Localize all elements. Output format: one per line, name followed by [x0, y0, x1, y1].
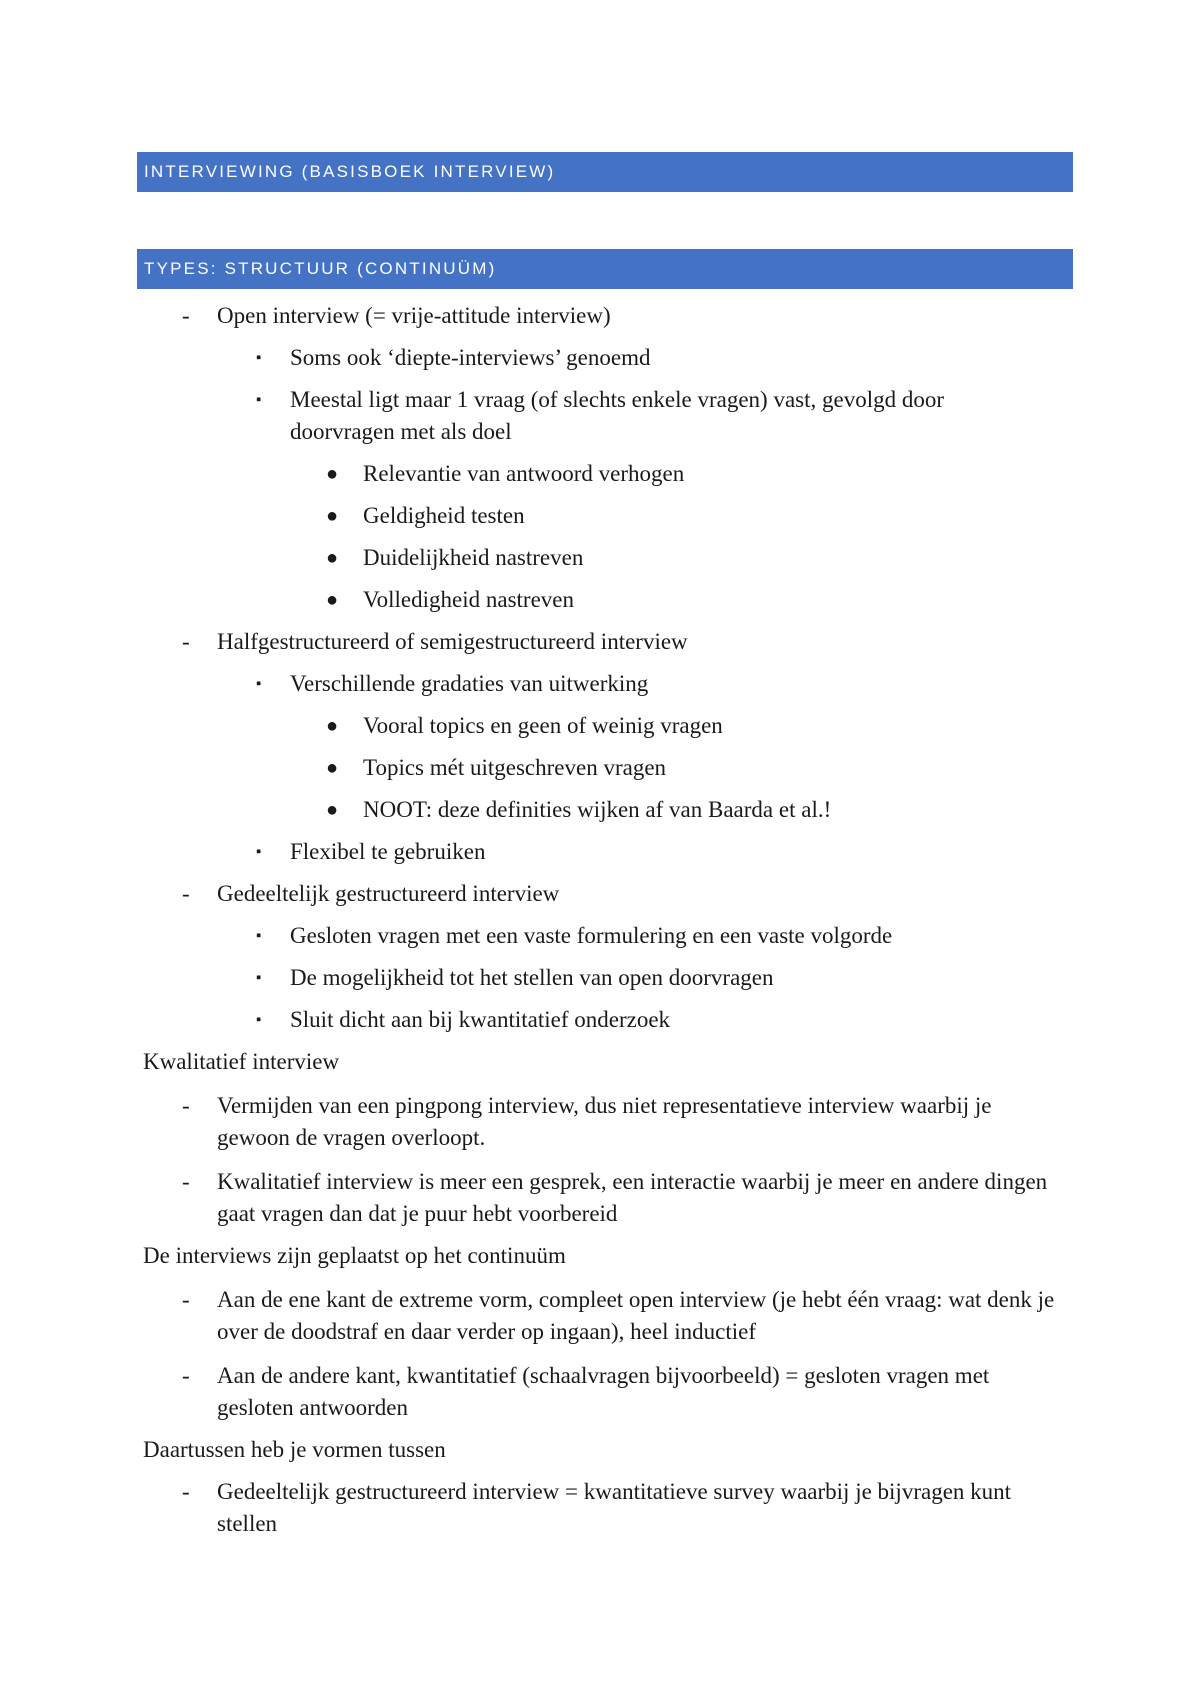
square-marker: ▪ [256, 970, 262, 986]
list-item [0, 542, 1200, 574]
bullet-marker: ● [326, 505, 339, 527]
item-text: Daartussen heb je vormen tussen [143, 1437, 446, 1462]
paragraph [0, 1046, 1200, 1078]
item-text: De mogelijkheid tot het stellen van open doorvragen [290, 965, 774, 990]
bullet-marker: ● [326, 463, 339, 485]
dash-marker: - [182, 1479, 190, 1504]
dash-marker: - [182, 1287, 190, 1312]
item-text: Meestal ligt maar 1 vraag (of slechts enkele vragen) vast, gevolgd door doorvragen met als doel [290, 387, 944, 444]
item-text: Volledigheid nastreven [363, 587, 574, 612]
item-text: Kwalitatief interview [143, 1049, 340, 1074]
list-item [0, 794, 1200, 826]
document-body [0, 300, 1200, 1540]
square-marker: ▪ [256, 392, 262, 408]
item-text: Vermijden van een pingpong interview, dus niet representatieve interview waarbij je gewoon de vragen overloopt. [217, 1093, 992, 1150]
item-text: Sluit dicht aan bij kwantitatief onderzoek [290, 1007, 671, 1032]
list-item [0, 500, 1200, 532]
bullet-marker: ● [326, 547, 339, 569]
dash-marker: - [182, 1363, 190, 1388]
item-text: Halfgestructureerd of semigestructureerd interview [217, 629, 688, 654]
square-marker: ▪ [256, 676, 262, 692]
square-marker: ▪ [256, 1012, 262, 1028]
bullet-marker: ● [326, 757, 339, 779]
item-text: Gesloten vragen met een vaste formulering en een vaste volgorde [290, 923, 893, 948]
dash-marker: - [182, 1093, 190, 1118]
item-text: Relevantie van antwoord verhogen [363, 461, 685, 486]
item-text: Duidelijkheid nastreven [363, 545, 584, 570]
list-item [0, 1284, 1200, 1348]
item-text: Aan de andere kant, kwantitatief (schaalvragen bijvoorbeeld) = gesloten vragen met gesloten antwoorden [217, 1363, 990, 1420]
paragraph [0, 1240, 1200, 1272]
list-item [0, 300, 1200, 332]
list-item [0, 1004, 1200, 1036]
list-item [0, 1476, 1200, 1540]
dash-marker: - [182, 881, 190, 906]
list-item [0, 584, 1200, 616]
main-heading: INTERVIEWING (BASISBOEK INTERVIEW) [137, 152, 1073, 192]
list-item [0, 668, 1200, 700]
item-text: Aan de ene kant de extreme vorm, compleet open interview (je hebt één vraag: wat denk je over de doodstraf en daar verder op ingaan), heel inductief [217, 1287, 1055, 1344]
list-item [0, 836, 1200, 868]
square-marker: ▪ [256, 350, 262, 366]
list-item [0, 1360, 1200, 1424]
paragraph [0, 1434, 1200, 1466]
dash-marker: - [182, 303, 190, 328]
item-text: Verschillende gradaties van uitwerking [290, 671, 649, 696]
list-item [0, 1090, 1200, 1154]
list-item [0, 384, 1200, 448]
list-item [0, 878, 1200, 910]
list-item [0, 626, 1200, 658]
item-text: Soms ook ‘diepte-interviews’ genoemd [290, 345, 651, 370]
bullet-marker: ● [326, 589, 339, 611]
item-text: Flexibel te gebruiken [290, 839, 486, 864]
dash-marker: - [182, 1169, 190, 1194]
dash-marker: - [182, 629, 190, 654]
list-item [0, 710, 1200, 742]
item-text: Open interview (= vrije-attitude interview) [217, 303, 611, 328]
list-item [0, 458, 1200, 490]
list-item [0, 920, 1200, 952]
item-text: Gedeeltelijk gestructureerd interview [217, 881, 560, 906]
item-text: Topics mét uitgeschreven vragen [363, 755, 667, 780]
bullet-marker: ● [326, 799, 339, 821]
section-heading: TYPES: STRUCTUUR (CONTINUÜM) [137, 249, 1073, 289]
bullet-marker: ● [326, 715, 339, 737]
square-marker: ▪ [256, 928, 262, 944]
item-text: Vooral topics en geen of weinig vragen [363, 713, 723, 738]
list-item [0, 342, 1200, 374]
list-item [0, 1166, 1200, 1230]
item-text: NOOT: deze definities wijken af van Baarda et al.! [363, 797, 832, 822]
list-item [0, 962, 1200, 994]
item-text: Kwalitatief interview is meer een gesprek, een interactie waarbij je meer en andere dingen gaat vragen dan dat je puur hebt voorbereid [217, 1169, 1048, 1226]
item-text: Gedeeltelijk gestructureerd interview = kwantitatieve survey waarbij je bijvragen kunt stellen [217, 1479, 1012, 1536]
item-text: De interviews zijn geplaatst op het continuüm [143, 1243, 566, 1268]
item-text: Geldigheid testen [363, 503, 525, 528]
list-item [0, 752, 1200, 784]
square-marker: ▪ [256, 844, 262, 860]
